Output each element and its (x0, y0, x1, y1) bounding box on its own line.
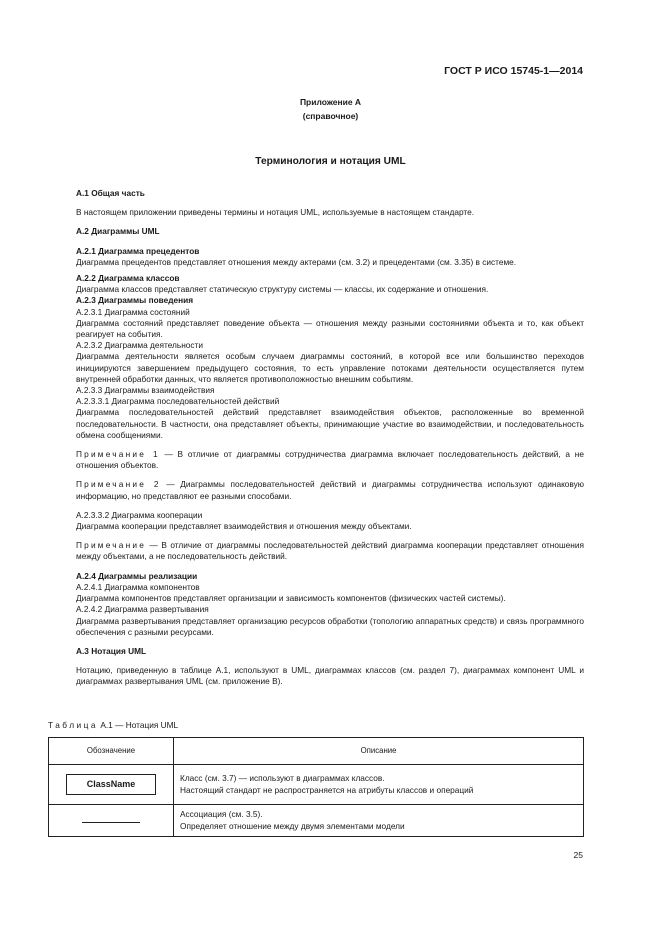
note-1-text: — В отличие от диаграммы сотрудничества диаграмма включает последовательность действий, а не отношения объектов. (76, 449, 584, 471)
paragraph-a21: Диаграмма прецедентов представляет отношения между актерами (см. 3.2) и прецедентами (см. 3.35) в системе. (76, 256, 517, 267)
standard-code: ГОСТ Р ИСО 15745-1—2014 (444, 65, 583, 77)
section-heading-a2: А.2 Диаграммы UML (76, 226, 160, 237)
appendix-type: (справочное) (302, 111, 359, 121)
subheading-a232: А.2.3.2 Диаграмма деятельности (76, 340, 203, 351)
column-header-symbol: Обозначение (49, 738, 174, 765)
paragraph-a22: Диаграмма классов представляет статическую структуру системы — классы, их содержание и отношения. (76, 284, 489, 295)
table-caption-rest: А.1 — Нотация UML (98, 720, 179, 730)
symbol-cell (49, 805, 174, 837)
table-caption-label: Таблица (48, 720, 99, 730)
section-heading-a21: А.2.1 Диаграмма прецедентов (76, 245, 200, 256)
paragraph-a3: Нотацию, приведенную в таблице А.1, используют в UML, диаграммах классов (см. раздел 7), диаграммах компонент UML и диаграммах развертывания UML (см. приложение В). (76, 665, 584, 687)
table-row (49, 805, 584, 837)
note-1-label: Примечание 1 (76, 449, 160, 460)
paragraph-a1: В настоящем приложении приведены термины и нотация UML, используемые в настоящем стандарте. (76, 207, 475, 218)
page-title: Терминология и нотация UML (255, 156, 406, 167)
section-heading-a3: А.3 Нотация UML (76, 645, 147, 656)
subheading-a242: А.2.4.2 Диаграмма развертывания (76, 604, 209, 615)
note-2-label: Примечание 2 (76, 479, 161, 490)
table-row (49, 765, 584, 805)
section-heading-a23: А.2.3 Диаграммы поведения (76, 295, 194, 306)
symbol-cell (49, 765, 174, 805)
note-2 (76, 479, 584, 501)
note-3-text: — В отличие от диаграммы последовательностей действий диаграмма кооперации представляет отношения между объектами, а не последовательность действий. (76, 540, 584, 562)
note-2-text: — Диаграммы последовательностей действий и диаграммы сотрудничества используют одинаковую информацию, но представляют ее разными способами. (76, 479, 585, 501)
appendix-label: Приложение А (299, 97, 362, 107)
page-number: 25 (573, 850, 583, 860)
subheading-a2332: А.2.3.3.2 Диаграмма кооперации (76, 509, 203, 520)
paragraph-a241: Диаграмма компонентов представляет организации и зависимость компонентов (физических частей системы). (76, 593, 506, 604)
paragraph-a231: Диаграмма состояний представляет поведение объекта — отношения между разными состояниями объекта и то, как объект реагирует на события. (76, 317, 584, 340)
column-header-description: Описание (174, 738, 584, 765)
subheading-a231: А.2.3.1 Диаграмма состояний (76, 306, 190, 317)
class-notation-box: ClassName (66, 774, 156, 795)
section-heading-a24: А.2.4 Диаграммы реализации (76, 570, 198, 581)
association-line-icon (82, 822, 140, 823)
subheading-a2331: А.2.3.3.1 Диаграмма последовательностей действий (76, 396, 280, 407)
paragraph-a2331: Диаграмма последовательностей действий представляет взаимодействия объектов, расположенные во временной последовательности. В частности, она представляет объекты, принимающие участие во взаимодействии, и последовательность обмена сообщениями. (76, 407, 584, 440)
description-line: Определяет отношение между двумя элементами модели (180, 820, 405, 831)
description-cell (174, 805, 584, 837)
table-caption (48, 720, 178, 731)
description-line: Класс (см. 3.7) — используют в диаграммах классов. (180, 773, 385, 784)
paragraph-a232: Диаграмма деятельности является особым случаем диаграммы состояний, в которой все или большинство переходов инициируются завершением предыдущего состояния, то есть управление потоками деятельности осуществляется путем внутренней обработки данных, что является противоположностью внешним событиям. (76, 351, 584, 384)
paragraph-a2332: Диаграмма кооперации представляет взаимодействия и отношения между объектами. (76, 521, 412, 532)
note-1 (76, 449, 584, 471)
subheading-a233: А.2.3.3 Диаграммы взаимодействия (76, 385, 215, 396)
paragraph-a242: Диаграмма развертывания представляет организацию ресурсов обработки (топологию аппаратных средств) и связь программного обеспечения с разными ресурсами. (76, 615, 584, 637)
notation-table (48, 737, 584, 837)
description-line: Ассоциация (см. 3.5). (180, 809, 263, 820)
section-heading-a1: А.1 Общая часть (76, 188, 145, 198)
body-content (76, 183, 584, 688)
table-header-row (49, 738, 584, 765)
section-heading-a22: А.2.2 Диаграмма классов (76, 273, 180, 284)
note-3-label: Примечание (76, 540, 147, 551)
subheading-a241: А.2.4.1 Диаграмма компонентов (76, 581, 200, 592)
description-line: Настоящий стандарт не распространяется на атрибуты классов и операций (180, 784, 474, 795)
description-cell (174, 765, 584, 805)
note-3 (76, 540, 584, 562)
appendix-heading (0, 95, 661, 123)
